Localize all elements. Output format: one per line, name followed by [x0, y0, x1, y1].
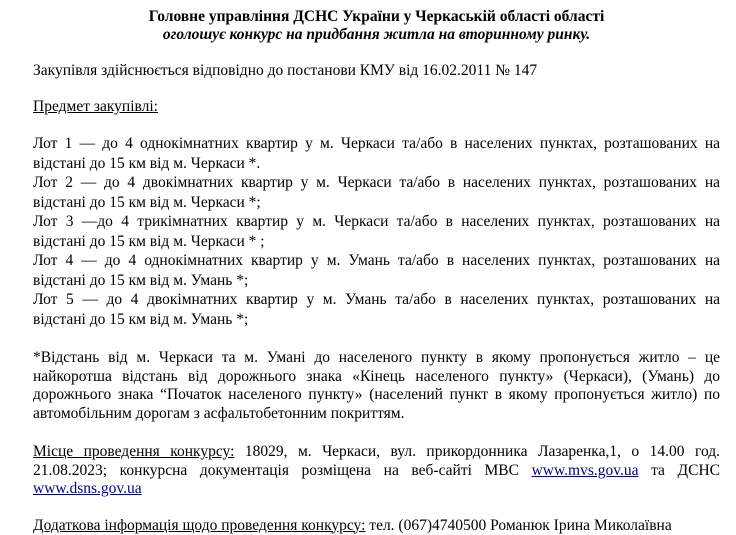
lot-line: відстані до 15 км від м. Умань *;	[33, 271, 249, 289]
contact-text: тел. (067)4740500 Романюк Ірина Миколаївна	[365, 516, 672, 534]
lot-item	[33, 290, 720, 329]
lot-line: Лот 5 — до 4 двокімнатних квартир у м. Умань та/або в населених пунктах, розташованих на	[33, 291, 720, 308]
lot-line: відстані до 15 км від м. Черкаси *.	[33, 154, 261, 172]
lot-line: Лот 4 — до 4 однокімнатних квартир у м. Умань та/або в населених пунктах, розташованих на	[33, 252, 720, 269]
announcement-heading	[33, 8, 720, 44]
heading-line-1: Головне управління ДСНС України у Черкаській області області	[148, 8, 605, 25]
lot-line: відстані до 15 км від м. Умань *;	[33, 310, 249, 328]
lot-item	[33, 173, 720, 212]
dsns-website-link[interactable]: www.dsns.gov.ua	[33, 480, 142, 497]
lots-list	[33, 134, 720, 329]
venue-label: Місце проведення конкурсу:	[33, 443, 235, 460]
subject-label: Предмет закупівлі:	[33, 98, 158, 115]
heading-line-2: оголошує конкурс на придбання житла на вторинному ринку.	[162, 26, 591, 43]
venue-text: 18029, м. Черкаси, вул. прикордонника Лазаренка,1, о 14.00 год. 21.08.2023; конкурсна документація розміщена на веб-сайті МВС	[33, 443, 721, 479]
lot-line: відстані до 15 км від м. Черкаси *;	[33, 193, 261, 211]
lot-item	[33, 251, 720, 290]
contact-label: Додаткова інформація щодо проведення конкурсу:	[33, 516, 366, 534]
lot-line: відстані до 15 км від м. Черкаси * ;	[33, 232, 265, 250]
venue-paragraph	[33, 443, 720, 499]
lot-item	[33, 212, 720, 251]
lot-line: Лот 2 — до 4 двокімнатних квартир у м. Черкаси та/або в населених пунктах, розташованих на	[33, 174, 720, 191]
lot-line: Лот 1 — до 4 однокімнатних квартир у м. Черкаси та/або в населених пунктах, розташованих на	[33, 135, 720, 152]
lot-line: Лот 3 —до 4 трикімнатних квартир у м. Черкаси та/або в населених пунктах, розташованих на	[33, 213, 720, 230]
venue-text-between: та ДСНС	[638, 461, 720, 479]
mvs-website-link[interactable]: www.mvs.gov.ua	[531, 461, 639, 479]
legal-basis: Закупівля здійснюється відповідно до постанови КМУ від 16.02.2011 № 147	[33, 62, 538, 79]
lot-item	[33, 134, 720, 173]
distance-note: *Відстань від м. Черкаси та м. Умані до населеного пункту в якому пропонується житло – це найкоротша відстань від дорожнього знака «Кінець населеного пункту» (Черкаси), (Умань) до дорожнього знака “Початок населеного пункту» (населений пункт в якому пропонується житло) по автомобільним дорогам з асфальтобетонним покриттям.	[33, 349, 720, 422]
